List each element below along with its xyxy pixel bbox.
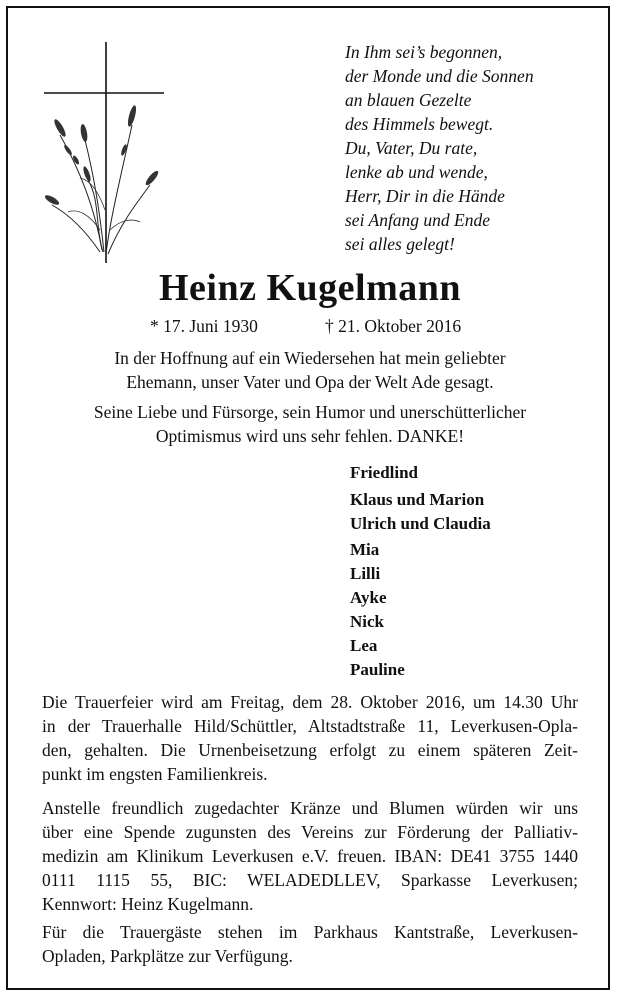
family-member: Klaus und Marion	[350, 490, 485, 509]
farewell-paragraph	[0, 346, 620, 394]
funeral-line: Die Trauerfeier wird am Freitag, dem 28. Oktober 2016, um 14.30 Uhr	[42, 692, 578, 712]
deceased-name: Heinz Kugelmann	[158, 267, 462, 309]
funeral-line: punkt im engsten Familienkreis.	[42, 764, 268, 784]
poem-line: der Monde und die Sonnen	[345, 66, 534, 86]
farewell-line: Ehemann, unser Vater und Opa der Welt Ade gesagt.	[126, 372, 494, 392]
funeral-line: den, gehalten. Die Urnenbeisetzung erfolgt zu einem späteren Zeit-	[42, 740, 578, 760]
poem-line: sei alles gelegt!	[345, 234, 455, 254]
family-spouse: Friedlind	[350, 463, 419, 482]
family-member: Mia	[350, 540, 380, 559]
donation-line: Kennwort: Heinz Kugelmann.	[42, 894, 254, 914]
death-date: † 21. Oktober 2016	[325, 316, 462, 336]
donation-line: Anstelle freundlich zugedachter Kränze und Blumen würden wir uns	[42, 798, 578, 818]
tribute-paragraph	[0, 400, 620, 448]
parking-info	[42, 920, 578, 968]
poem	[345, 40, 534, 256]
poem-line: lenke ab und wende,	[345, 162, 488, 182]
cross-with-wheat-icon	[40, 40, 170, 265]
funeral-info	[42, 690, 578, 786]
poem-line: Du, Vater, Du rate,	[345, 138, 478, 158]
family-member: Nick	[350, 612, 384, 631]
farewell-line: In der Hoffnung auf ein Wiedersehen hat mein geliebter	[114, 348, 506, 368]
poem-line: an blauen Gezelte	[345, 90, 472, 110]
family-member: Pauline	[350, 660, 405, 679]
family-member: Lea	[350, 636, 378, 655]
tribute-line: Seine Liebe und Fürsorge, sein Humor und unerschütterlicher	[93, 402, 527, 422]
family-children	[350, 488, 491, 536]
poem-line: Herr, Dir in die Hände	[345, 186, 505, 206]
donation-info	[42, 796, 578, 916]
donation-line: medizin am Klinikum Leverkusen e.V. freuen. IBAN: DE41 3755 1440	[42, 846, 578, 866]
family-grandchildren	[350, 538, 405, 682]
family-member: Ayke	[350, 588, 387, 607]
poem-line: sei Anfang und Ende	[345, 210, 491, 230]
poem-line: des Himmels bewegt.	[345, 114, 494, 134]
parking-line: Für die Trauergäste stehen im Parkhaus Kantstraße, Leverkusen-	[42, 922, 578, 942]
donation-line: 0111 1115 55, BIC: WELADEDLLEV, Sparkasse Leverkusen;	[42, 870, 578, 890]
parking-line: Opladen, Parkplätze zur Verfügung.	[42, 946, 293, 966]
poem-line: In Ihm sei’s begonnen,	[345, 42, 503, 62]
family-member: Ulrich und Claudia	[350, 514, 491, 533]
family-member: Lilli	[350, 564, 381, 583]
donation-line: über eine Spende zugunsten des Vereins zur Förderung der Palliativ-	[42, 822, 578, 842]
birth-date: * 17. Juni 1930	[150, 316, 258, 336]
funeral-line: in der Trauerhalle Hild/Schüttler, Altstadtstraße 11, Leverkusen-Opla-	[42, 716, 578, 736]
tribute-line: Optimismus wird uns sehr fehlen. DANKE!	[155, 426, 465, 446]
